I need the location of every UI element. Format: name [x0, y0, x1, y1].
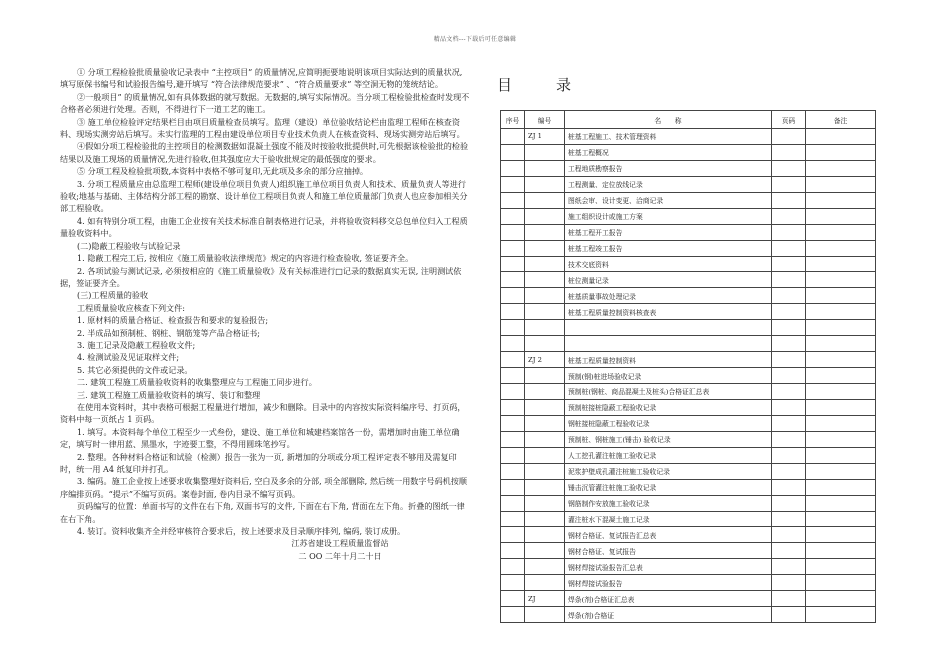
toc-cell-note	[806, 479, 876, 495]
toc-row	[501, 415, 876, 431]
paragraph: 2. 各项试验与测试记录, 必须按相应的《施工质量验收》及有关标准进行□记录的数据真实无误, 注明测试依据，签证要齐全。	[60, 265, 462, 288]
toc-row	[501, 607, 876, 623]
toc-cell-name: 钢材焊接试验报告汇总表	[565, 559, 772, 575]
toc-cell-note	[806, 176, 876, 192]
header-no: 序号	[501, 111, 525, 129]
toc-cell-page	[772, 304, 806, 320]
toc-cell-code	[525, 144, 565, 160]
toc-cell-page	[772, 256, 806, 272]
toc-cell-no	[501, 288, 525, 304]
toc-cell-code	[525, 288, 565, 304]
toc-cell-name: 工程测量、定位放线记录	[565, 176, 772, 192]
toc-cell-code: ZJ 1	[525, 129, 565, 145]
toc-cell-page	[772, 336, 806, 352]
toc-cell-name: 预制桩(钢桩、商品混凝土及桩头)合格证汇总表	[565, 384, 772, 400]
toc-cell-name: 钢材合格证、复试报告	[565, 543, 772, 559]
toc-cell-page	[772, 129, 806, 145]
toc-cell-note	[806, 160, 876, 176]
toc-cell-note	[806, 447, 876, 463]
toc-cell-note	[806, 240, 876, 256]
toc-row	[501, 224, 876, 240]
toc-cell-note	[806, 495, 876, 511]
toc-cell-no	[501, 256, 525, 272]
toc-cell-note	[806, 352, 876, 368]
toc-cell-no	[501, 352, 525, 368]
toc-cell-code	[525, 272, 565, 288]
toc-cell-no	[501, 192, 525, 208]
toc-cell-no	[501, 431, 525, 447]
toc-cell-page	[772, 543, 806, 559]
toc-row	[501, 431, 876, 447]
toc-cell-code	[525, 240, 565, 256]
toc-cell-page	[772, 160, 806, 176]
toc-cell-code	[525, 192, 565, 208]
toc-cell-page	[772, 591, 806, 607]
toc-row	[501, 304, 876, 320]
toc-cell-code	[525, 304, 565, 320]
toc-cell-name: 桩基工程施工、技术管理资料	[565, 129, 772, 145]
toc-cell-page	[772, 447, 806, 463]
footer-org: 江苏省建设工程质量监督站	[291, 538, 389, 549]
toc-cell-no	[501, 527, 525, 543]
toc-cell-name: 钢材焊接试验报告	[565, 575, 772, 591]
toc-row	[501, 129, 876, 145]
paragraph: 4. 如有特别分项工程，由施工企业按有关技术标准自制表格进行记录，并将验收资料移交总包单位归入工程质量验收资料中。	[60, 215, 468, 239]
toc-cell-page	[772, 607, 806, 623]
toc-cell-note	[806, 591, 876, 607]
toc-cell-name: 钢筋制作安放施工验收记录	[565, 495, 772, 511]
toc-cell-page	[772, 527, 806, 543]
toc-cell-note	[806, 463, 876, 479]
toc-cell-code	[525, 495, 565, 511]
paragraph: (三)工程质量的验收	[77, 290, 149, 301]
page-header: 精品文档---下载后可任意编辑	[433, 36, 517, 43]
toc-cell-page	[772, 384, 806, 400]
toc-cell-note	[806, 431, 876, 447]
paragraph: 1. 填写。本资料每个单位工程至少一式叁份，建设、施工单位和城建档案馆各一份，需增加时由施工单位确定，填写时一律用蓝、黑墨水，字迹要工整，不得用圆珠笔抄写。	[60, 426, 460, 450]
toc-row	[501, 320, 876, 336]
paragraph: 二. 建筑工程施工质量验收资料的收集整理应与工程施工同步进行。	[77, 377, 317, 388]
toc-cell-code	[525, 415, 565, 431]
toc-cell-name: 桩位测量记录	[565, 272, 772, 288]
toc-cell-no	[501, 304, 525, 320]
toc-cell-name: 施工组织设计或施工方案	[565, 208, 772, 224]
toc-cell-name: 焊条(剂)合格证汇总表	[565, 591, 772, 607]
toc-cell-no	[501, 240, 525, 256]
toc-cell-name: 桩基工程概况	[565, 144, 772, 160]
toc-cell-code	[525, 607, 565, 623]
toc-cell-name: 焊条(剂)合格证	[565, 607, 772, 623]
toc-cell-code	[525, 176, 565, 192]
toc-cell-code	[525, 208, 565, 224]
toc-cell-note	[806, 415, 876, 431]
toc-cell-name: 锤击沉管灌注桩施工验收记录	[565, 479, 772, 495]
toc-cell-page	[772, 288, 806, 304]
paragraph: ⑤ 分项工程及检验批项数,本资料中表格不够可复印,无此项及多余的部分应抽掉。	[77, 166, 369, 177]
toc-cell-note	[806, 607, 876, 623]
instructions-text	[60, 66, 470, 562]
toc-cell-name: 桩基工程开工报告	[565, 224, 772, 240]
toc-table	[500, 110, 876, 623]
toc-row	[501, 272, 876, 288]
paragraph: 4. 装订。资料收集齐全并经审核符合要求后，按上述要求及目录顺序排列, 编码, 装订成册。	[77, 526, 406, 537]
toc-cell-code	[525, 160, 565, 176]
toc-cell-note	[806, 399, 876, 415]
paragraph: 3. 编码。施工企业按上述要求收集整理好资料后, 空白及多余的分部, 项全部删除, 然后统一用数字号码机按顺序编排页码。“提示”不编写页码。案卷封面, 卷内目录不编写页码。	[60, 476, 467, 499]
toc-cell-note	[806, 224, 876, 240]
toc-cell-no	[501, 320, 525, 336]
toc-header-row	[501, 111, 876, 129]
toc-cell-name: 预制(钢)桩进场验收记录	[565, 368, 772, 384]
paragraph: 4. 检测试验及见证取样文件;	[77, 352, 180, 363]
toc-cell-code	[525, 543, 565, 559]
paragraph-list	[60, 66, 470, 537]
toc-cell-note	[806, 208, 876, 224]
toc-row	[501, 240, 876, 256]
toc-cell-name: 钢桩接桩隐蔽工程验收记录	[565, 415, 772, 431]
toc-row	[501, 495, 876, 511]
toc-cell-code	[525, 527, 565, 543]
toc-row	[501, 176, 876, 192]
toc-row	[501, 256, 876, 272]
footer-date: 二 OO 二年十月二十日	[298, 550, 382, 561]
toc-cell-name: 泥浆护壁成孔灌注桩施工验收记录	[565, 463, 772, 479]
toc-cell-no	[501, 575, 525, 591]
toc-row	[501, 559, 876, 575]
toc-cell-code	[525, 256, 565, 272]
toc-cell-no	[501, 368, 525, 384]
toc-cell-code: ZJ 2	[525, 352, 565, 368]
toc-cell-page	[772, 240, 806, 256]
toc-cell-name: 工程地质勘察报告	[565, 160, 772, 176]
toc-cell-name: 人工挖孔灌注桩施工验收记录	[565, 447, 772, 463]
toc-row	[501, 368, 876, 384]
toc-cell-no	[501, 384, 525, 400]
toc-cell-no	[501, 559, 525, 575]
toc-cell-no	[501, 208, 525, 224]
toc-cell-name	[565, 320, 772, 336]
toc-title-left: 目	[497, 76, 515, 94]
toc-cell-no	[501, 463, 525, 479]
toc-cell-code	[525, 320, 565, 336]
toc-cell-code	[525, 447, 565, 463]
paragraph: 在使用本资料时，其中表格可根据工程量进行增加，减少和删除。目录中的内容按实际资料编序号、打页码，资料中每一页纸占 1 页码。	[60, 401, 466, 425]
toc-body	[501, 129, 876, 623]
toc-cell-note	[806, 256, 876, 272]
toc-cell-page	[772, 176, 806, 192]
toc-cell-code	[525, 336, 565, 352]
toc-cell-page	[772, 192, 806, 208]
toc-cell-note	[806, 384, 876, 400]
paragraph: ① 分项工程检验批质量验收记录表中 “主控项目” 的质量情况,应简明扼要地说明该项目实际达到的质量状况,填写原保书编号和试验报告编号,避开填写 “符合法律规范要求” 、“符合质量要求” 等空洞无物的笼统结论。	[60, 67, 463, 90]
paragraph: ③ 施工单位检验评定结果栏目由项目质量检查员填写。监理（建设）单位验收结论栏由监理工程师在核查资料、现场实测旁站后填写。未实行监理的工程由建设单位项目专业技术负责人在核查资料、现场实测旁站后填写。	[60, 116, 465, 140]
toc-cell-note	[806, 543, 876, 559]
toc-cell-no	[501, 160, 525, 176]
toc-cell-name: 桩基质量事故处理记录	[565, 288, 772, 304]
toc-cell-no	[501, 511, 525, 527]
toc-cell-name: 桩基工程质量控制资料	[565, 352, 772, 368]
paragraph: 3. 分项工程质量应由总监理工程师(建设单位项目负责人)组织施工单位项目负责人和技术、质量负责人等进行验收;地基与基础、主体结构分部工程的勘察、设计单位工程项目负责人和施工单位质量部门负责人也应参加相关分部工程验收。	[60, 178, 468, 214]
toc-cell-page	[772, 272, 806, 288]
header-page: 页码	[772, 111, 806, 129]
toc-cell-no	[501, 495, 525, 511]
toc-cell-no	[501, 129, 525, 145]
toc-row	[501, 336, 876, 352]
toc-cell-note	[806, 527, 876, 543]
toc-title	[497, 74, 573, 95]
toc-cell-code	[525, 224, 565, 240]
toc-cell-note	[806, 559, 876, 575]
toc-row	[501, 384, 876, 400]
paragraph: 2. 半成品如预制桩、钢桩、钢筋笼等产品合格证书;	[77, 327, 260, 338]
toc-cell-page	[772, 431, 806, 447]
toc-cell-page	[772, 399, 806, 415]
toc-row	[501, 479, 876, 495]
toc-cell-code: ZJ	[525, 591, 565, 607]
toc-cell-code	[525, 479, 565, 495]
toc-cell-no	[501, 336, 525, 352]
toc-cell-code	[525, 431, 565, 447]
toc-row	[501, 160, 876, 176]
toc-cell-name: 图纸会审、设计变更、洽商记录	[565, 192, 772, 208]
toc-cell-name: 技术交底资料	[565, 256, 772, 272]
toc-cell-name: 桩基工程质量控制资料核查表	[565, 304, 772, 320]
toc-row	[501, 288, 876, 304]
toc-cell-note	[806, 304, 876, 320]
toc-cell-no	[501, 543, 525, 559]
toc-cell-name: 灌注桩水下混凝土施工记录	[565, 511, 772, 527]
toc-cell-code	[525, 399, 565, 415]
toc-row	[501, 511, 876, 527]
toc-cell-name	[565, 336, 772, 352]
paragraph: 1. 隐蔽工程完工后, 按相应《施工质量验收法律规范》规定的内容进行检查验收, 签证要齐全。	[77, 253, 414, 264]
toc-cell-note	[806, 192, 876, 208]
toc-cell-note	[806, 368, 876, 384]
toc-cell-page	[772, 495, 806, 511]
toc-cell-page	[772, 511, 806, 527]
toc-row	[501, 192, 876, 208]
toc-cell-no	[501, 144, 525, 160]
toc-cell-page	[772, 208, 806, 224]
toc-cell-page	[772, 224, 806, 240]
toc-row	[501, 575, 876, 591]
toc-cell-note	[806, 336, 876, 352]
toc-row	[501, 144, 876, 160]
toc-cell-no	[501, 415, 525, 431]
toc-row	[501, 399, 876, 415]
toc-cell-page	[772, 575, 806, 591]
header-code: 编号	[525, 111, 565, 129]
toc-cell-name: 钢材合格证、复试报告汇总表	[565, 527, 772, 543]
paragraph: 5. 其它必须提供的文件或记录。	[77, 364, 193, 375]
toc-row	[501, 543, 876, 559]
toc-cell-name: 桩基工程竣工报告	[565, 240, 772, 256]
toc-cell-page	[772, 320, 806, 336]
toc-cell-code	[525, 463, 565, 479]
toc-cell-page	[772, 368, 806, 384]
header-name: 名 称	[565, 111, 772, 129]
paragraph: 三. 建筑工程施工质量验收资料的填写、装订和整理	[77, 389, 261, 400]
toc-row	[501, 208, 876, 224]
paragraph: (二)隐蔽工程验收与试验记录	[77, 240, 181, 251]
toc-cell-note	[806, 144, 876, 160]
toc-cell-page	[772, 463, 806, 479]
toc-cell-page	[772, 479, 806, 495]
toc-cell-no	[501, 607, 525, 623]
paragraph: 页码编写的位置：单面书写的文件在右下角, 双面书写的文件, 下面在右下角, 背面在左下角。折叠的图纸一律在右下角。	[60, 501, 465, 524]
toc-cell-page	[772, 559, 806, 575]
toc-cell-note	[806, 575, 876, 591]
toc-cell-page	[772, 144, 806, 160]
toc-cell-code	[525, 511, 565, 527]
toc-cell-no	[501, 447, 525, 463]
toc-cell-name: 预制桩、钢桩施工(锤击) 验收记录	[565, 431, 772, 447]
paragraph: 1. 原材料的质量合格证、检查报告和要求的复验报告;	[77, 315, 269, 326]
toc-row	[501, 591, 876, 607]
toc-cell-name: 预制桩接桩隐蔽工程验收记录	[565, 399, 772, 415]
toc-cell-note	[806, 511, 876, 527]
toc-title-right: 录	[556, 76, 574, 94]
paragraph: ④假如分项工程检验批的主控项目的检测数据如混凝土强度不能及时按验收批提供时,可先根据该检验批的检验结果以及施工现场的质量情况,先进行验收,但其强度应大于验收批规定的最低强度的要求。	[60, 141, 469, 164]
toc-cell-note	[806, 129, 876, 145]
toc-cell-note	[806, 320, 876, 336]
paragraph: ②一般项目” 的质量情况,如有具体数据的就写数据。无数据的,填写实际情况。当分项工程检验批检查时发现不合格者必须进行处理。否则，不得进行下一道工艺的施工。	[60, 91, 470, 115]
toc-cell-code	[525, 559, 565, 575]
paragraph: 工程质量验收应核查下列文件:	[77, 302, 185, 313]
paragraph: 2. 整理。各种材料合格证和试验（检测）报告一张为一页, 新增加的分项或分项工程评定表不够用及需复印时，统一用 A4 纸复印并打孔。	[60, 451, 457, 474]
toc-cell-no	[501, 272, 525, 288]
toc-cell-no	[501, 399, 525, 415]
toc-row	[501, 447, 876, 463]
toc-row	[501, 352, 876, 368]
paragraph: 3. 施工记录及隐蔽工程验收文件;	[77, 339, 196, 350]
toc-cell-no	[501, 479, 525, 495]
toc-row	[501, 463, 876, 479]
toc-cell-code	[525, 575, 565, 591]
toc-row	[501, 527, 876, 543]
header-note: 备注	[806, 111, 876, 129]
toc-cell-no	[501, 591, 525, 607]
toc-cell-note	[806, 272, 876, 288]
toc-cell-code	[525, 368, 565, 384]
toc-cell-page	[772, 352, 806, 368]
toc-cell-code	[525, 384, 565, 400]
toc-cell-page	[772, 415, 806, 431]
toc-cell-no	[501, 176, 525, 192]
toc-cell-no	[501, 224, 525, 240]
toc-cell-note	[806, 288, 876, 304]
